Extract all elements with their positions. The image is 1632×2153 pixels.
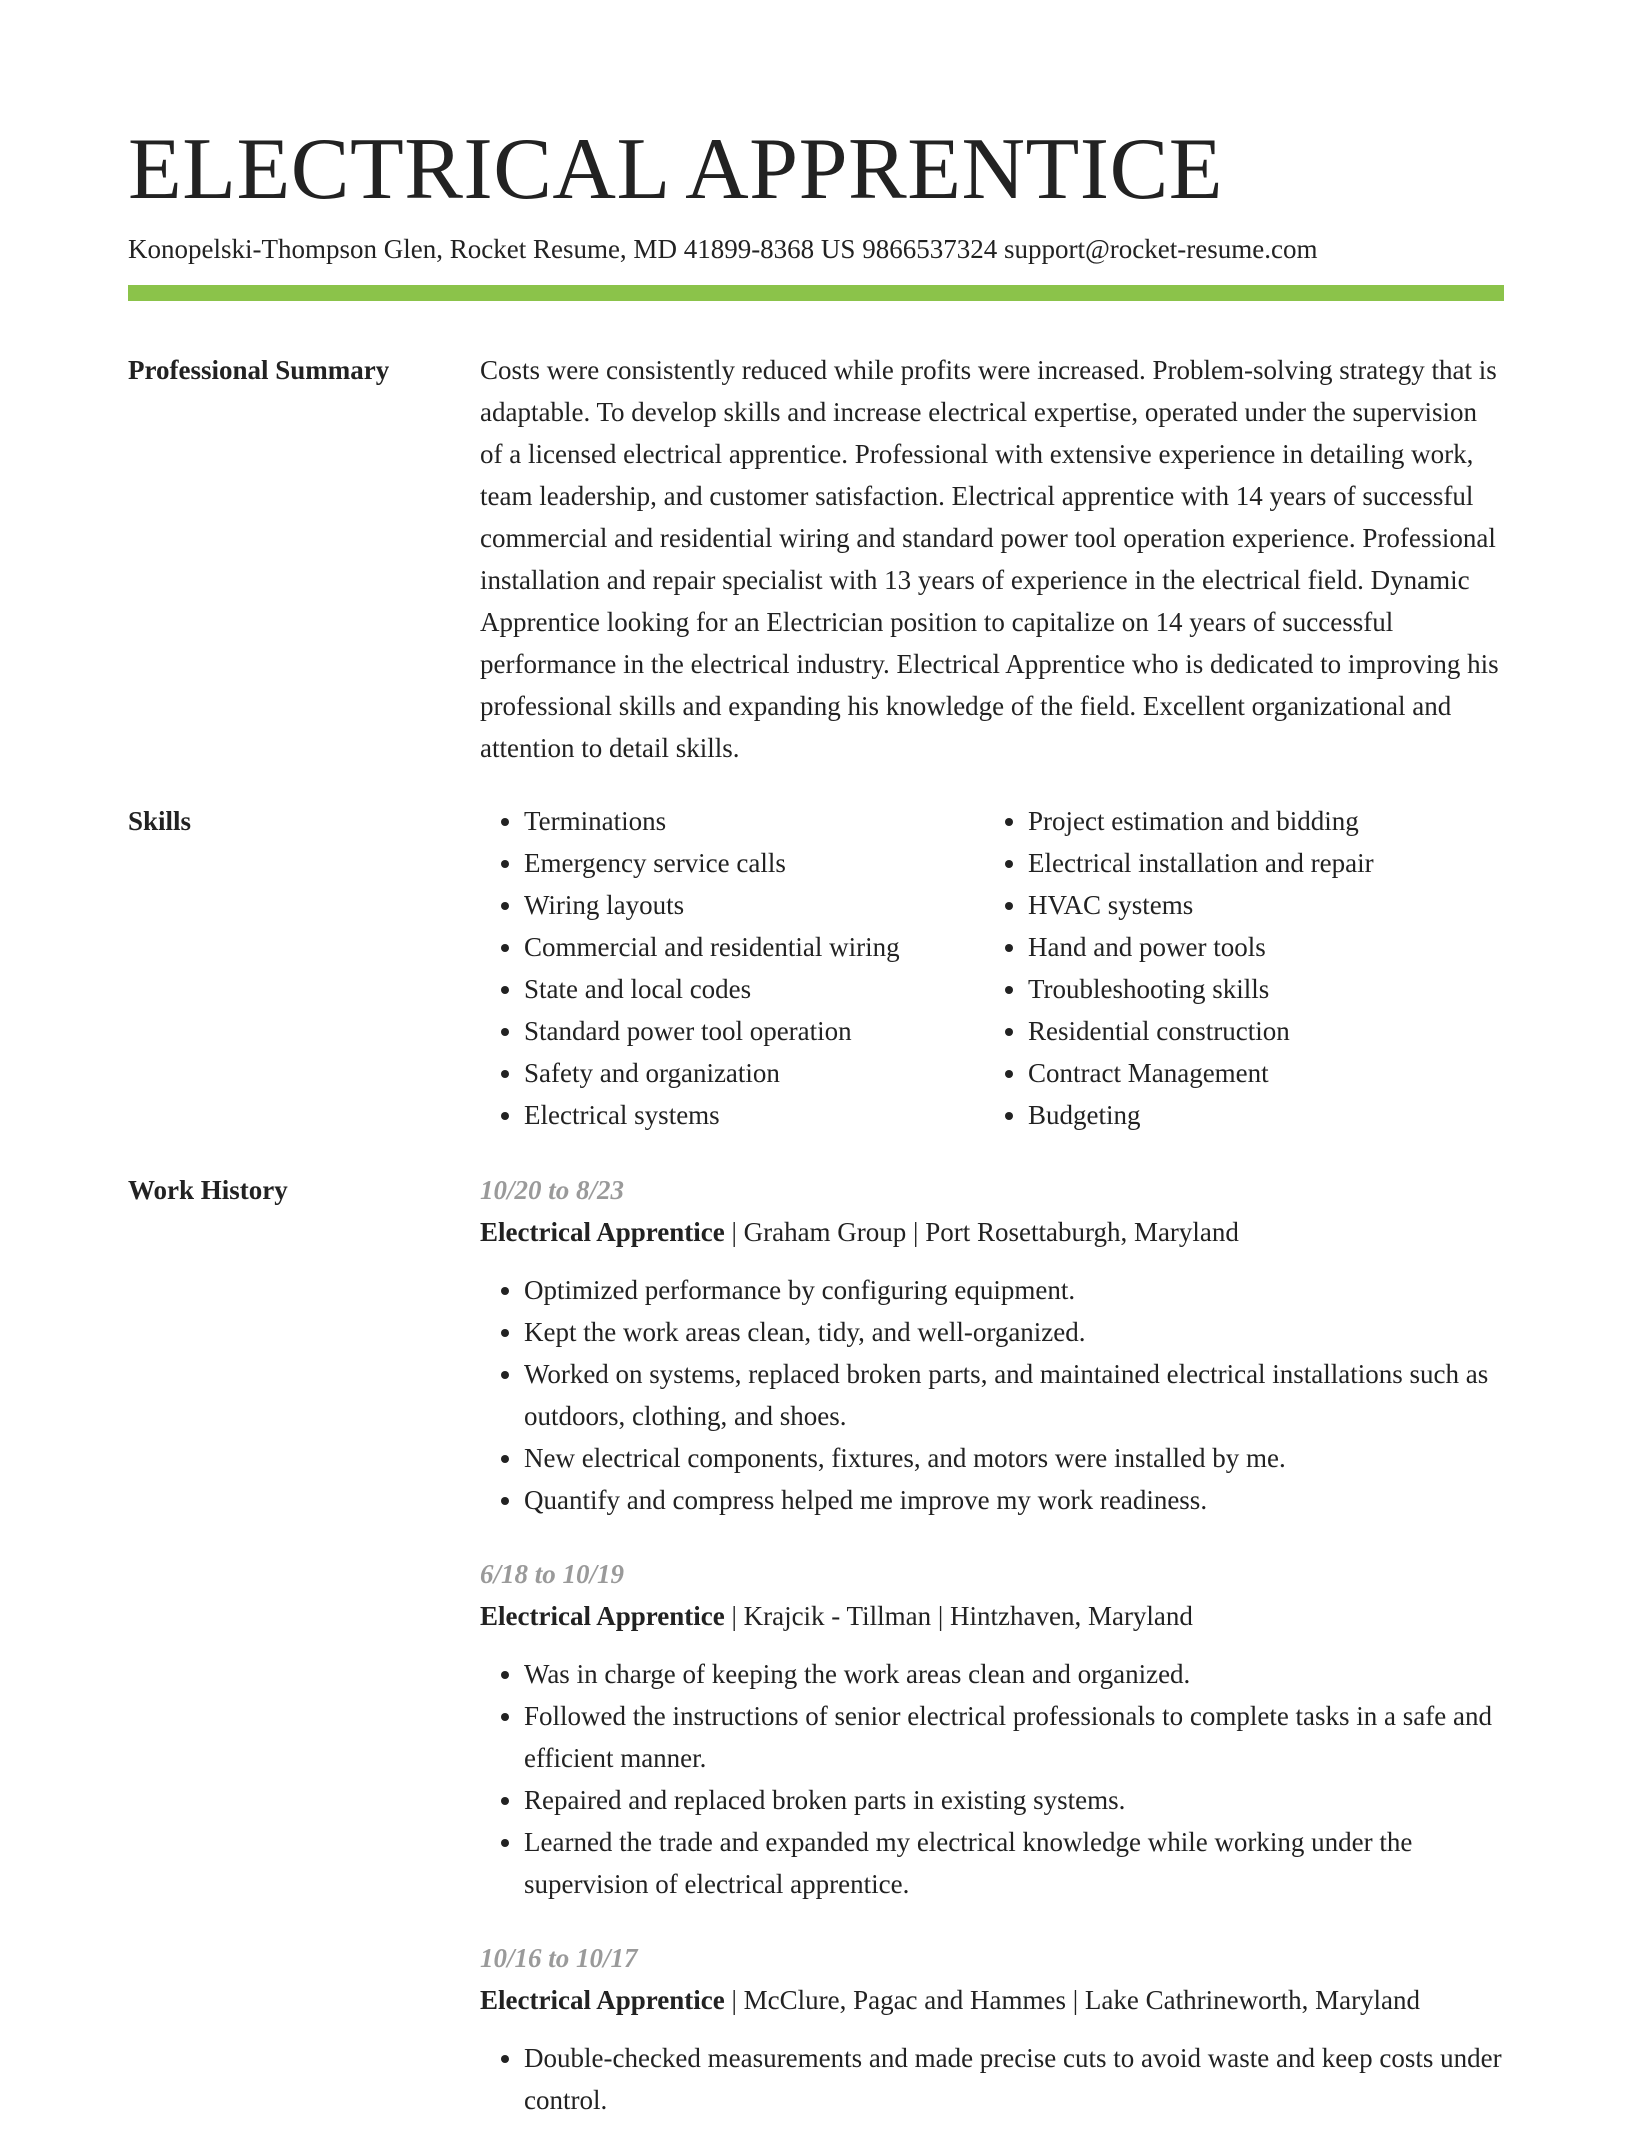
job-dates: 10/20 to 8/23 — [480, 1175, 625, 1205]
job-bullet: • Optimized performance by configuring equipment. — [524, 1269, 1504, 1311]
job-bullet: • New electrical components, fixtures, and motors were installed by me. — [524, 1437, 1504, 1479]
job-title: Electrical Apprentice — [480, 1985, 725, 2015]
skill-item: • Commercial and residential wiring — [524, 926, 984, 968]
contact-line: Konopelski-Thompson Glen, Rocket Resume, MD 41899-8368 US 9866537324 support@rocket-resume.com — [128, 234, 1318, 264]
skill-item: • Terminations — [524, 800, 984, 842]
skill-item: • HVAC systems — [1028, 884, 1488, 926]
job-bullet: • Repaired and replaced broken parts in existing systems. — [524, 1779, 1504, 1821]
accent-divider — [128, 285, 1504, 301]
work-history-label: Work History — [128, 1175, 288, 1205]
job-details: | McClure, Pagac and Hammes | Lake Cathrineworth, Maryland — [724, 1985, 1421, 2015]
summary-text: Costs were consistently reduced while profits were increased. Problem-solving strategy that is adaptable. To develop skills and increase electrical expertise, operated under the supervision of a licensed electrical apprentice. Professional with extensive experience in detailing work, team leadership, and customer satisfaction. Electrical apprentice with 14 years of successful commercial and residential wiring and standard power tool operation experience. Professional installation and repair specialist with 13 years of experience in the electrical field. Dynamic Apprentice looking for an Electrician position to capitalize on 14 years of successful performance in the electrical industry. Electrical Apprentice who is dedicated to improving his professional skills and expanding his knowledge of the field. Excellent organizational and attention to detail skills. — [480, 355, 1499, 763]
job-bullet: • Kept the work areas clean, tidy, and well-organized. — [524, 1311, 1504, 1353]
work-history-body — [480, 1169, 1504, 2153]
job-bullet: • Quantify and compress helped me improve my work readiness. — [524, 1479, 1504, 1521]
skill-item: • Electrical installation and repair — [1028, 842, 1488, 884]
job-details: | Graham Group | Port Rosettaburgh, Maryland — [724, 1217, 1239, 1247]
job-details: | Krajcik - Tillman | Hintzhaven, Maryland — [724, 1601, 1193, 1631]
job-bullets — [480, 1269, 1504, 1521]
job-heading — [480, 1595, 1504, 1637]
job-entry — [480, 1169, 1504, 1521]
skill-item: • Project estimation and bidding — [1028, 800, 1488, 842]
summary-label: Professional Summary — [128, 355, 390, 385]
skill-item: • State and local codes — [524, 968, 984, 1010]
skill-item: • Standard power tool operation — [524, 1010, 984, 1052]
job-bullets — [480, 2037, 1504, 2121]
skill-item: • Budgeting — [1028, 1094, 1488, 1136]
job-bullet: • Followed the instructions of senior electrical professionals to complete tasks in a safe and efficient manner. — [524, 1695, 1504, 1779]
job-bullet: • Double-checked measurements and made precise cuts to avoid waste and keep costs under control. — [524, 2037, 1504, 2121]
resume-name-heading: ELECTRICAL APPRENTICE — [128, 121, 1224, 218]
skill-item: • Troubleshooting skills — [1028, 968, 1488, 1010]
job-entry — [480, 1937, 1504, 2121]
skills-list-right — [984, 800, 1488, 1136]
job-heading — [480, 1979, 1504, 2021]
job-bullet: • Learned the trade and expanded my electrical knowledge while working under the supervision of electrical apprentice. — [524, 1821, 1504, 1905]
job-bullet: • Was in charge of keeping the work areas clean and organized. — [524, 1653, 1504, 1695]
job-title: Electrical Apprentice — [480, 1217, 725, 1247]
skill-item: • Contract Management — [1028, 1052, 1488, 1094]
job-bullets — [480, 1653, 1504, 1905]
job-entry — [480, 1553, 1504, 1905]
job-heading — [480, 1211, 1504, 1253]
skill-item: • Emergency service calls — [524, 842, 984, 884]
job-title: Electrical Apprentice — [480, 1601, 725, 1631]
job-bullet: • Worked on systems, replaced broken parts, and maintained electrical installations such as outdoors, clothing, and shoes. — [524, 1353, 1504, 1437]
skills-body — [480, 800, 1504, 1136]
skills-label: Skills — [128, 806, 192, 836]
skill-item: • Safety and organization — [524, 1052, 984, 1094]
job-dates: 10/16 to 10/17 — [480, 1943, 638, 1973]
summary-body — [480, 349, 1504, 769]
job-dates: 6/18 to 10/19 — [480, 1559, 625, 1589]
skill-item: • Residential construction — [1028, 1010, 1488, 1052]
skill-item: • Wiring layouts — [524, 884, 984, 926]
skill-item: • Hand and power tools — [1028, 926, 1488, 968]
skills-list-left — [480, 800, 984, 1136]
skill-item: • Electrical systems — [524, 1094, 984, 1136]
